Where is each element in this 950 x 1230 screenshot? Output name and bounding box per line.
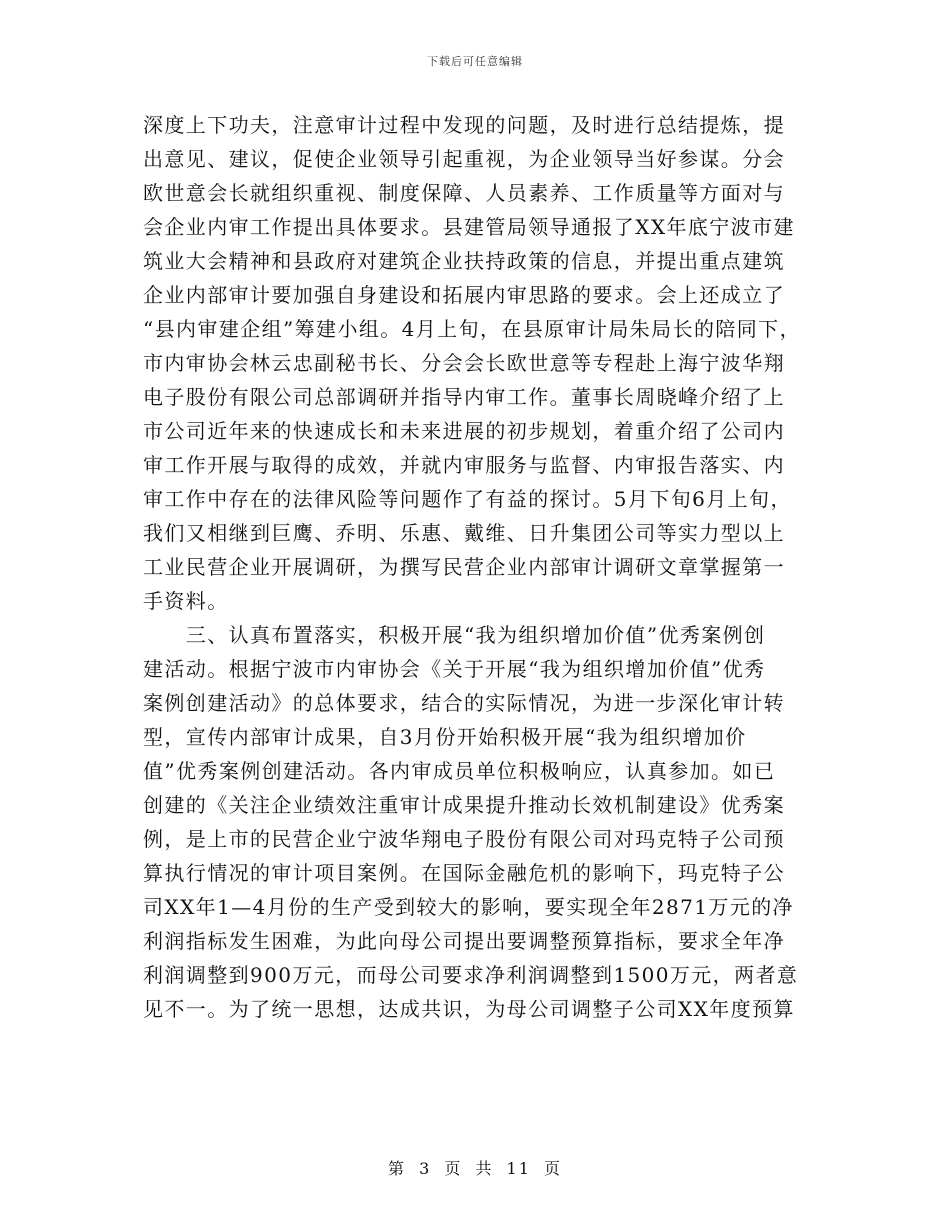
- body-line: 欧世意会长就组织重视、制度保障、人员素养、工作质量等方面对与: [143, 181, 785, 205]
- body-line: 审工作中存在的法律风险等问题作了有益的探讨。5月下旬6月上旬，: [143, 487, 792, 511]
- body-line: 利润指标发生困难，为此向母公司提出要调整预算指标，要求全年净: [143, 929, 785, 953]
- body-line: 手资料。: [143, 589, 229, 613]
- body-line: 我们又相继到巨鹰、乔明、乐惠、戴维、日升集团公司等实力型以上: [143, 521, 785, 545]
- body-line: 市公司近年来的快速成长和未来进展的初步规划，着重介绍了公司内: [143, 419, 785, 443]
- body-line: 会企业内审工作提出具体要求。县建管局领导通报了XX年底宁波市建: [143, 215, 795, 239]
- body-line: 三、认真布置落实，积极开展“我为组织增加价值”优秀案例创: [143, 623, 766, 647]
- body-line: 创建的《关注企业绩效注重审计成果提升推动长效机制建设》优秀案: [143, 793, 785, 817]
- body-line: 审工作开展与取得的成效，并就内审服务与监督、内审报告落实、内: [143, 453, 785, 477]
- page-footer: 第 3 页 共 11 页: [388, 1159, 562, 1178]
- body-line: 筑业大会精神和县政府对建筑企业扶持政策的信息，并提出重点建筑: [143, 249, 785, 273]
- body-line: 深度上下功夫，注意审计过程中发现的问题，及时进行总结提炼，提: [143, 113, 785, 137]
- body-line: 值”优秀案例创建活动。各内审成员单位积极响应，认真参加。如已: [143, 759, 776, 783]
- body-line: 算执行情况的审计项目案例。在国际金融危机的影响下，玛克特子公: [143, 861, 785, 885]
- body-line: 型，宣传内部审计成果，自3月份开始积极开展“我为组织增加价: [143, 725, 747, 749]
- body-line: 例，是上市的民营企业宁波华翔电子股份有限公司对玛克特子公司预: [143, 827, 785, 851]
- body-line: 工业民营企业开展调研，为撰写民营企业内部审计调研文章掌握第一: [143, 555, 785, 579]
- body-line: 司XX年1—4月份的生产受到较大的影响，要实现全年2871万元的净: [143, 895, 795, 919]
- body-line: “县内审建企组”筹建小组。4月上旬，在县原审计局朱局长的陪同下，: [143, 317, 801, 341]
- document-body: [143, 108, 823, 1026]
- body-line: 企业内部审计要加强自身建设和拓展内审思路的要求。会上还成立了: [143, 283, 785, 307]
- body-line: 案例创建活动》的总体要求，结合的实际情况，为进一步深化审计转: [143, 691, 785, 715]
- body-line: 利润调整到900万元，而母公司要求净利润调整到1500万元，两者意: [143, 963, 799, 987]
- body-line: 见不一。为了统一思想，达成共识，为母公司调整子公司XX年度预算: [143, 997, 795, 1021]
- body-line: 建活动。根据宁波市内审协会《关于开展“我为组织增加价值”优秀: [143, 657, 766, 681]
- page-header: 下载后可任意编辑: [427, 55, 523, 68]
- body-line: 市内审协会林云忠副秘书长、分会会长欧世意等专程赴上海宁波华翔: [143, 351, 785, 375]
- body-line: 电子股份有限公司总部调研并指导内审工作。董事长周晓峰介绍了上: [143, 385, 785, 409]
- body-line: 出意见、建议，促使企业领导引起重视，为企业领导当好参谋。分会: [143, 147, 785, 171]
